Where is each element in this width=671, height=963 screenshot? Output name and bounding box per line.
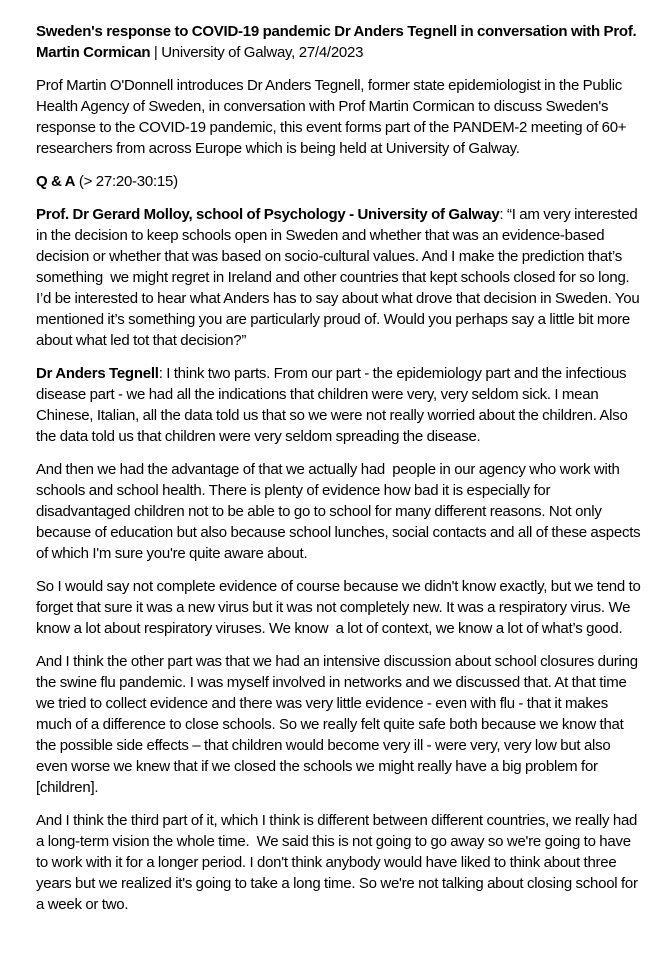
answer-speaker: Dr Anders Tegnell xyxy=(36,365,159,382)
intro-paragraph: Prof Martin O'Donnell introduces Dr Anders Tegnell, former state epidemiologist in the Public Health Agency of Sweden, in conversation with Prof Martin Cormican to discuss Sweden's response to the COVID-19 pandemic, this event forms part of the PANDEM-2 meeting of 60+ researchers from across Europe which is being held at University of Galway. xyxy=(36,77,630,157)
answer-opening-text: : I think two parts. From our part - the epidemiology part and the infectious disease part - we had all the indications that children were very, very seldom sick. I mean Chinese, Italian, all the data told us that so we were not really worried about the children. Also the data told us that children were very seldom spreading the disease. xyxy=(36,365,632,445)
answer-paragraph-4: And I think the other part was that we had an intensive discussion about school closures during the swine flu pandemic. I was myself involved in networks and we discussed that. At that time we tried to collect evidence and there was very little evidence - even with flu - that it makes much of a difference to close schools. So we really felt quite safe both because we know that the possible side effects – that children would become very ill - were very, very low but also even worse we knew that if we closed the schools we might really have a big problem for [children]. xyxy=(36,653,642,796)
answer-paragraph-3: So I would say not complete evidence of course because we didn't know exactly, but we tend to forget that sure it was a new virus but it was not completely new. It was a respiratory virus. We know a lot about respiratory viruses. We know a lot of context, we know a lot of what’s good. xyxy=(36,578,645,637)
question-text: : “I am very interested in the decision to keep schools open in Sweden and whether that was an evidence-based decision or whether that was based on socio-cultural values. And I make the prediction that’s something we might regret in Ireland and other countries that kept schools closed for so long. I’d be interested to hear what Anders has to say about what drove that decision in Sweden. You mentioned it’s something you are particularly proud of. Would you perhaps say a little bit more about what led tot that decision?” xyxy=(36,206,644,349)
question-paragraph xyxy=(36,204,644,351)
title-meta-text: | University of Galway, 27/4/2023 xyxy=(150,44,364,61)
answer-paragraph-1 xyxy=(36,363,641,447)
qa-heading-label: Q & A xyxy=(36,173,76,190)
answer-paragraph-5: And I think the third part of it, which I think is different between different countries, we really had a long-term vision the whole time. We said this is not going to go away so we're going to have to work with it for a longer period. I don't think anybody would have liked to think about three years but we realized it's going to take a long time. So we're not talking about closing school for a week or two. xyxy=(36,812,642,913)
question-speaker: Prof. Dr Gerard Molloy, school of Psychology - University of Galway xyxy=(36,206,500,223)
title-bold-text: Sweden's response to COVID-19 pandemic Dr Anders Tegnell in conversation with Prof. Martin Cormican xyxy=(36,23,641,61)
qa-heading xyxy=(36,171,641,192)
answer-paragraph-2: And then we had the advantage of that we actually had people in our agency who work with schools and school health. There is plenty of evidence how bad it is especially for disadvantaged children not to be able to go to school for many different reasons. Not only because of education but also because school lunches, social contacts and all of these aspects of which I'm sure you're quite aware about. xyxy=(36,461,644,562)
document-title xyxy=(36,21,641,63)
qa-timestamp: (> 27:20-30:15) xyxy=(75,173,178,190)
